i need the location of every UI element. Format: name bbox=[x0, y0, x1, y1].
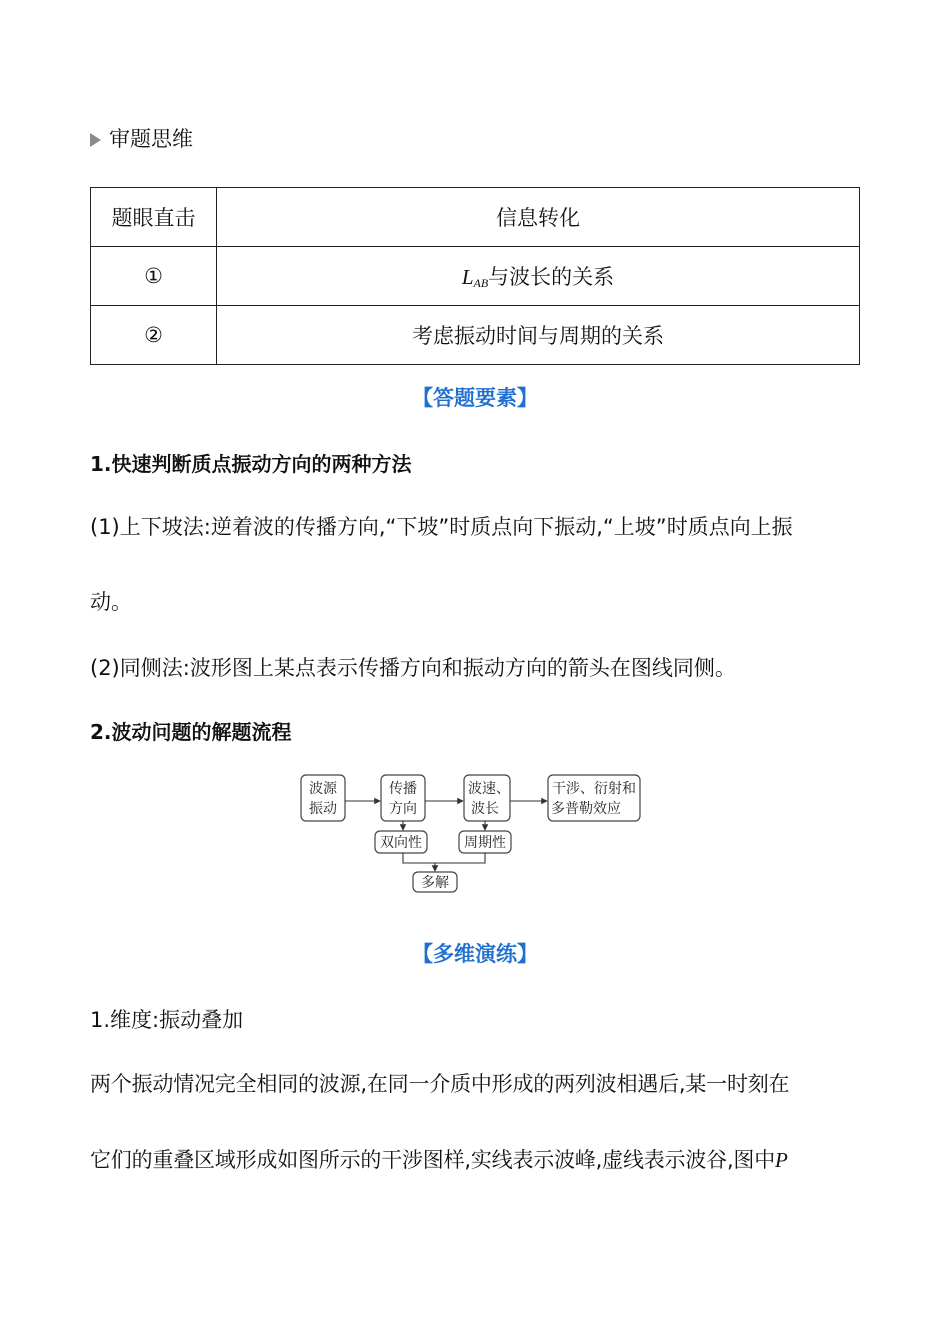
flow-text: 多解 bbox=[421, 875, 449, 891]
practice-heading: 【多维演练】 bbox=[412, 942, 538, 966]
flow-text: 传播 bbox=[389, 781, 417, 797]
practice-line2 bbox=[90, 1144, 865, 1174]
table-row bbox=[91, 247, 860, 306]
row-text: 与波长的关系 bbox=[488, 265, 615, 289]
flow-text: 多普勒效应 bbox=[551, 801, 621, 817]
table-header-cell: 题眼直击 bbox=[91, 188, 217, 247]
flow-text: 双向性 bbox=[380, 835, 422, 851]
row-content: 考虑振动时间与周期的关系 bbox=[217, 306, 860, 365]
table-header-cell: 信息转化 bbox=[217, 188, 860, 247]
point1-title: 1.快速判断质点振动方向的两种方法 bbox=[90, 452, 412, 476]
table-row bbox=[91, 306, 860, 365]
practice-dimension: 1.维度:振动叠加 bbox=[90, 1008, 244, 1032]
variable-L: L bbox=[461, 265, 474, 289]
point1-item1-line1: (1)上下坡法:逆着波的传播方向,“下坡”时质点向下振动,“上坡”时质点向上振 bbox=[90, 515, 793, 539]
practice-line1: 两个振动情况完全相同的波源,在同一介质中形成的两列波相遇后,某一时刻在 bbox=[90, 1072, 790, 1096]
section-heading bbox=[90, 124, 193, 154]
triangle-bullet-icon bbox=[90, 133, 101, 147]
variable-P: P bbox=[775, 1148, 788, 1172]
row-marker: ① bbox=[91, 247, 217, 306]
point2-title: 2.波动问题的解题流程 bbox=[90, 720, 292, 744]
variable-subscript: AB bbox=[473, 276, 489, 290]
flow-text: 波速、 bbox=[468, 781, 510, 797]
info-table bbox=[90, 187, 860, 365]
flow-text: 波源 bbox=[309, 781, 337, 797]
flow-connector bbox=[403, 853, 485, 863]
flowchart bbox=[296, 768, 646, 896]
point1-item1-line2: 动。 bbox=[90, 590, 132, 614]
section-title: 审题思维 bbox=[109, 127, 193, 151]
flow-text: 振动 bbox=[309, 801, 337, 817]
row-content bbox=[217, 247, 860, 306]
flow-text: 干涉、衍射和 bbox=[552, 781, 636, 797]
answer-elements-heading: 【答题要素】 bbox=[412, 386, 538, 410]
table-header-row bbox=[91, 188, 860, 247]
practice-line2-text: 它们的重叠区域形成如图所示的干涉图样,实线表示波峰,虚线表示波谷,图中 bbox=[90, 1148, 776, 1172]
flow-text: 周期性 bbox=[464, 835, 506, 851]
flow-text: 方向 bbox=[389, 801, 417, 817]
point1-item2: (2)同侧法:波形图上某点表示传播方向和振动方向的箭头在图线同侧。 bbox=[90, 656, 736, 680]
flow-text: 波长 bbox=[471, 801, 499, 817]
row-marker: ② bbox=[91, 306, 217, 365]
